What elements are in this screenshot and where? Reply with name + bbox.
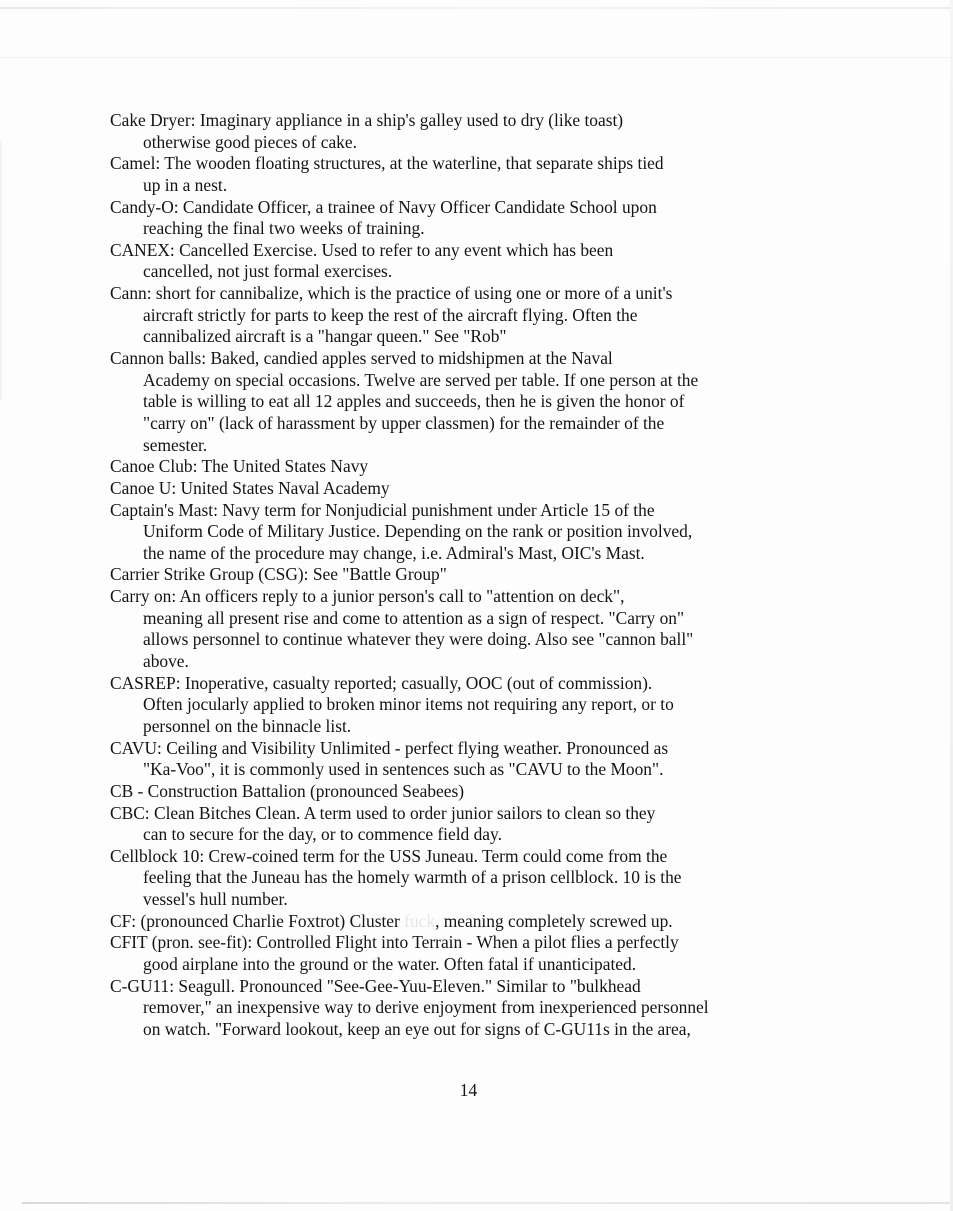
text-line: aircraft strictly for parts to keep the rest of the aircraft flying. Often the (143, 304, 638, 325)
glossary-entry (110, 738, 709, 781)
text-line: feeling that the Juneau has the homely warmth of a prison cellblock. 10 is the (143, 867, 682, 888)
text-line: Often jocularly applied to broken minor items not requiring any report, or to (143, 694, 674, 715)
text-line: cannibalized aircraft is a "hangar queen." See "Rob" (143, 326, 507, 347)
text-segment: , meaning completely screwed up. (435, 910, 673, 931)
glossary-page-body (110, 110, 709, 1041)
glossary-entry (110, 673, 709, 738)
scan-artifact-left-edge (0, 140, 2, 400)
text-line: Carry on: An officers reply to a junior person's call to "attention on deck", (110, 586, 625, 607)
text-line: CB - Construction Battalion (pronounced Seabees) (110, 780, 465, 801)
faded-redacted-word: fuck (404, 910, 436, 931)
text-line: Captain's Mast: Navy term for Nonjudicial punishment under Article 15 of the (110, 499, 655, 520)
text-line: up in a nest. (143, 174, 228, 195)
page-number: 14 (459, 1080, 478, 1100)
glossary-entry (110, 846, 709, 911)
glossary-entry (110, 781, 709, 803)
text-line: the name of the procedure may change, i.e. Admiral's Mast, OIC's Mast. (143, 542, 645, 563)
glossary-entry (110, 348, 709, 456)
text-line: otherwise good pieces of cake. (143, 131, 357, 152)
text-line: reaching the final two weeks of training. (143, 218, 425, 239)
text-line: remover," an inexpensive way to derive enjoyment from inexperienced personnel (143, 997, 709, 1018)
scan-artifact-top-line-2 (0, 57, 953, 58)
text-line: above. (143, 651, 189, 672)
glossary-entry (110, 564, 709, 586)
text-line: Canoe U: United States Naval Academy (110, 477, 390, 498)
glossary-entry (110, 500, 709, 565)
text-line: Cake Dryer: Imaginary appliance in a ship's galley used to dry (like toast) (110, 110, 624, 130)
text-line: meaning all present rise and come to attention as a sign of respect. "Carry on" (143, 607, 685, 628)
glossary-entry (110, 911, 709, 933)
text-line: Cannon balls: Baked, candied apples served to midshipmen at the Naval (110, 348, 613, 369)
scan-artifact-bottom-line (22, 1202, 953, 1204)
glossary-entry (110, 283, 709, 348)
text-line: Camel: The wooden floating structures, at the waterline, that separate ships tied (110, 153, 664, 174)
text-line: Cann: short for cannibalize, which is the practice of using one or more of a unit's (110, 283, 673, 304)
glossary-entry (110, 456, 709, 478)
text-line: personnel on the binnacle list. (143, 715, 352, 736)
text-line: table is willing to eat all 12 apples and succeeds, then he is given the honor of (143, 391, 685, 412)
glossary-entry (110, 110, 709, 153)
text-line: can to secure for the day, or to commence field day. (143, 824, 502, 845)
scan-artifact-top-line (0, 7, 953, 9)
text-line (110, 911, 709, 933)
text-line: C-GU11: Seagull. Pronounced "See-Gee-Yuu-Eleven." Similar to "bulkhead (110, 975, 641, 996)
text-line: CASREP: Inoperative, casualty reported; casually, OOC (out of commission). (110, 672, 653, 693)
text-line: Academy on special occasions. Twelve are served per table. If one person at the (143, 369, 699, 390)
text-line: Cellblock 10: Crew-coined term for the USS Juneau. Term could come from the (110, 845, 668, 866)
glossary-entry (110, 586, 709, 673)
glossary-entry (110, 153, 709, 196)
glossary-entry (110, 976, 709, 1041)
text-line: "carry on" (lack of harassment by upper classmen) for the remainder of the (143, 412, 665, 433)
text-line: good airplane into the ground or the water. Often fatal if unanticipated. (143, 953, 637, 974)
text-line: Canoe Club: The United States Navy (110, 456, 369, 477)
text-line: semester. (143, 434, 208, 455)
text-line: cancelled, not just formal exercises. (143, 261, 393, 282)
text-line: on watch. "Forward lookout, keep an eye out for signs of C-GU11s in the area, (143, 1018, 691, 1039)
text-line: Carrier Strike Group (CSG): See "Battle Group" (110, 564, 447, 585)
text-line: CANEX: Cancelled Exercise. Used to refer to any event which has been (110, 239, 614, 260)
text-segment: CF: (pronounced Charlie Foxtrot) Cluster (110, 910, 405, 931)
glossary-entry (110, 197, 709, 240)
text-line: "Ka-Voo", it is commonly used in sentences such as "CAVU to the Moon". (143, 759, 664, 780)
text-line: CBC: Clean Bitches Clean. A term used to order junior sailors to clean so they (110, 802, 656, 823)
glossary-entry (110, 478, 709, 500)
text-line: CFIT (pron. see-fit): Controlled Flight into Terrain - When a pilot flies a perfectly (110, 932, 679, 953)
glossary-entry (110, 803, 709, 846)
text-line: CAVU: Ceiling and Visibility Unlimited - perfect flying weather. Pronounced as (110, 737, 669, 758)
text-line: Uniform Code of Military Justice. Depending on the rank or position involved, (143, 521, 693, 542)
text-line: vessel's hull number. (143, 889, 288, 910)
text-line: Candy-O: Candidate Officer, a trainee of Navy Officer Candidate School upon (110, 196, 657, 217)
text-line: allows personnel to continue whatever they were doing. Also see "cannon ball" (143, 629, 694, 650)
glossary-entry (110, 932, 709, 975)
glossary-entry (110, 240, 709, 283)
